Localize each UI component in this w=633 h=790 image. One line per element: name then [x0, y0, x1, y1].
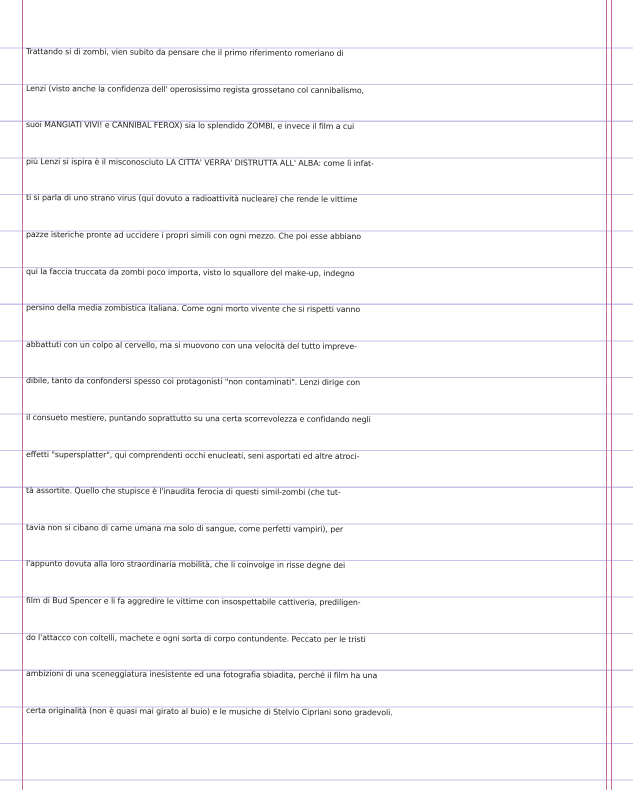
text-line: effetti "supersplatter", qui comprendenti occhi enucleati, seni asportati ed altre atroci-: [25, 449, 360, 461]
text-line: qui la faccia truccata da zombi poco importa, visto lo squallore del make-up, indegno: [25, 266, 355, 278]
text-line: ti si parla di uno strano virus (qui dovuto a radioattività nucleare) che rende le vittime: [25, 193, 358, 205]
text-line: certa originalità (non è quasi mai girato al buio) e le musiche di Stelvio Cipriani sono gradevoli.: [25, 705, 393, 717]
text-line: l'appunto dovuta alla loro straordinaria mobilità, che li coinvolge in risse degne dei: [25, 559, 346, 571]
text-line: abbattuti con un colpo al cervello, ma si muovono con una velocità del tutto impreve-: [25, 339, 357, 351]
left-margin-line: [22, 0, 23, 790]
text-line: do l'attacco con coltelli, machete e ogni sorta di corpo contundente. Peccato per le tristi: [25, 632, 366, 644]
text-line: dibile, tanto da confondersi spesso coi protagonisti "non contaminati". Lenzi dirige con: [25, 376, 361, 388]
handwritten-text: [26, 34, 608, 729]
text-line: Lenzi (visto anche la confidenza dell' operosissimo regista grossetano col cannibalismo,: [25, 83, 365, 95]
text-line: tà assortite. Quello che stupisce è l'inaudita ferocia di questi simil-zombi (che tut-: [25, 486, 341, 498]
text-line: film di Bud Spencer e li fa aggredire le vittime con insospettabile cattiveria, prediligen-: [25, 595, 361, 607]
text-line: tavia non si cibano di carne umana ma solo di sangue, come perfetti vampiri), per: [25, 522, 344, 534]
text-line: più Lenzi si ispira è il misconosciuto LA CITTA' VERRA' DISTRUTTA ALL' ALBA: come lì infat-: [25, 156, 374, 168]
text-line: Trattando si di zombi, vien subito da pensare che il primo riferimento romeriano di: [25, 47, 344, 58]
text-line: persino della media zombistica italiana. Come ogni morto vivente che si rispetti vanno: [25, 303, 361, 315]
text-line: suoi MANGIATI VIVI! e CANNIBAL FEROX) sia lo splendido ZOMBI, e invece il film a cui: [25, 120, 355, 132]
text-line: pazze isteriche pronte ad uccidere i propri simili con ogni mezzo. Che poi esse abbiano: [25, 229, 362, 242]
text-line: il consueto mestiere, puntando soprattutto su una certa scorrevolezza e confidando negli: [25, 412, 371, 425]
text-line: ambizioni di una sceneggiatura inesistente ed una fotografia sbiadita, perché il film ha una: [25, 669, 378, 681]
right-margin-line-outer: [611, 0, 612, 790]
